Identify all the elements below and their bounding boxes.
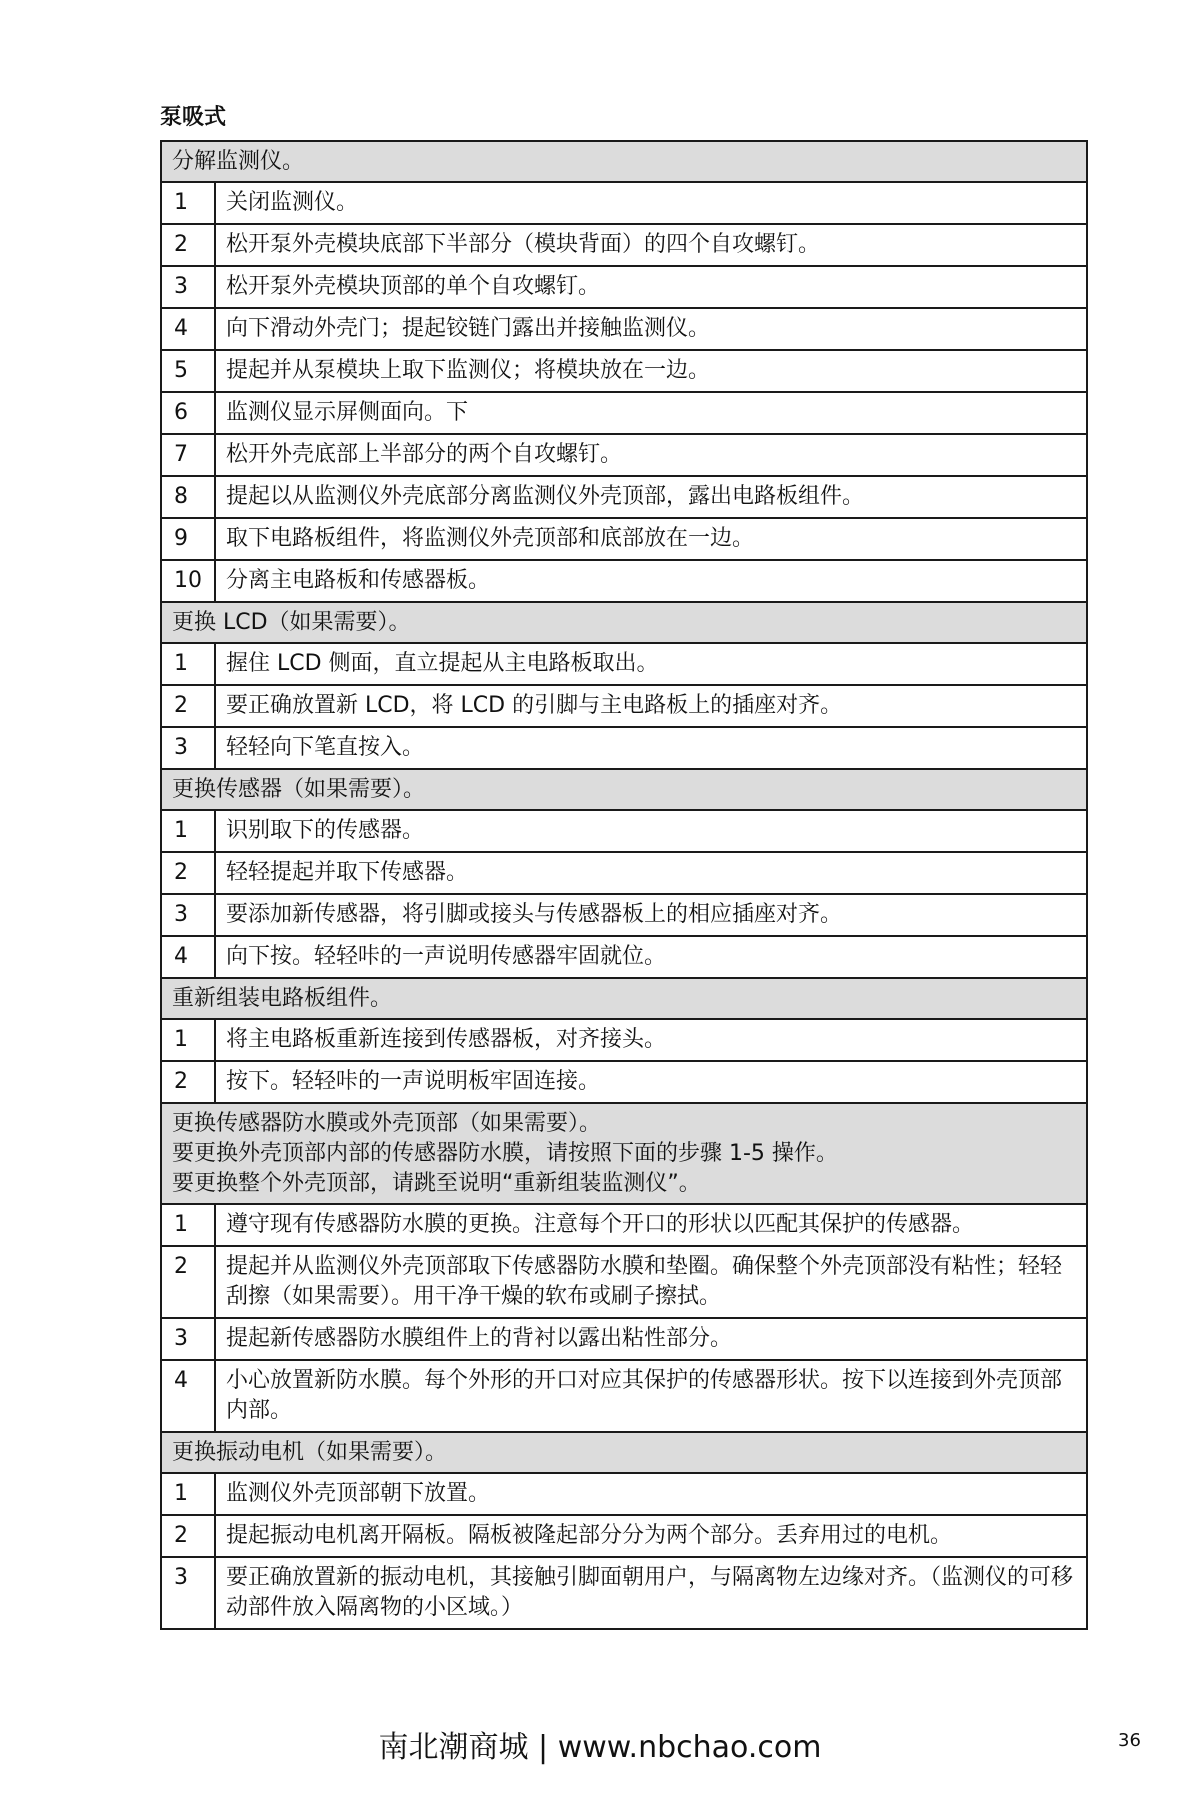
step-number: 4 xyxy=(161,1360,215,1432)
step-text: 分离主电路板和传感器板。 xyxy=(215,560,1087,602)
step-number: 2 xyxy=(161,1515,215,1557)
step-number: 1 xyxy=(161,182,215,224)
step-row xyxy=(161,1473,1087,1515)
step-text: 松开泵外壳模块底部下半部分（模块背面）的四个自攻螺钉。 xyxy=(215,224,1087,266)
section-header-text: 分解监测仪。 xyxy=(172,149,305,174)
section-header-text: 更换传感器防水膜或外壳顶部（如果需要）。 xyxy=(172,1111,602,1136)
section-header-row xyxy=(161,141,1087,182)
section-header-cell xyxy=(161,1432,1087,1473)
section-header-text: 重新组装电路板组件。 xyxy=(172,986,393,1011)
step-row xyxy=(161,727,1087,769)
step-row xyxy=(161,392,1087,434)
footer-site: 南北潮商城 | www.nbchao.com xyxy=(378,1730,822,1765)
step-text: 要正确放置新的振动电机，其接触引脚面朝用户，与隔离物左边缘对齐。（监测仪的可移动部件放入隔离物的小区域。） xyxy=(215,1557,1087,1629)
step-number: 4 xyxy=(161,308,215,350)
step-number: 5 xyxy=(161,350,215,392)
step-text: 提起并从监测仪外壳顶部取下传感器防水膜和垫圈。确保整个外壳顶部没有粘性；轻轻刮擦（如果需要）。用干净干燥的软布或刷子擦拭。 xyxy=(215,1246,1087,1318)
step-number: 1 xyxy=(161,1473,215,1515)
step-text: 松开泵外壳模块顶部的单个自攻螺钉。 xyxy=(215,266,1087,308)
step-text: 识别取下的传感器。 xyxy=(215,810,1087,852)
step-text: 要正确放置新 LCD，将 LCD 的引脚与主电路板上的插座对齐。 xyxy=(215,685,1087,727)
step-text: 小心放置新防水膜。每个外形的开口对应其保护的传感器形状。按下以连接到外壳顶部内部。 xyxy=(215,1360,1087,1432)
step-text: 松开外壳底部上半部分的两个自攻螺钉。 xyxy=(215,434,1087,476)
step-text: 按下。轻轻咔的一声说明板牢固连接。 xyxy=(215,1061,1087,1103)
step-row xyxy=(161,476,1087,518)
section-header-cell xyxy=(161,1103,1087,1204)
step-text: 遵守现有传感器防水膜的更换。注意每个开口的形状以匹配其保护的传感器。 xyxy=(215,1204,1087,1246)
step-text: 关闭监测仪。 xyxy=(215,182,1087,224)
step-row xyxy=(161,810,1087,852)
step-text: 提起并从泵模块上取下监测仪；将模块放在一边。 xyxy=(215,350,1087,392)
step-text: 握住 LCD 侧面，直立提起从主电路板取出。 xyxy=(215,643,1087,685)
step-number: 10 xyxy=(161,560,215,602)
step-text: 监测仪外壳顶部朝下放置。 xyxy=(215,1473,1087,1515)
step-row xyxy=(161,1318,1087,1360)
step-row xyxy=(161,1515,1087,1557)
step-row xyxy=(161,560,1087,602)
step-row xyxy=(161,1557,1087,1629)
section-header-cell xyxy=(161,141,1087,182)
step-number: 2 xyxy=(161,1061,215,1103)
section-header-row xyxy=(161,978,1087,1019)
step-row xyxy=(161,685,1087,727)
step-row xyxy=(161,266,1087,308)
step-number: 2 xyxy=(161,1246,215,1318)
step-number: 3 xyxy=(161,266,215,308)
step-number: 2 xyxy=(161,852,215,894)
section-header-text: 更换传感器（如果需要）。 xyxy=(172,777,426,802)
section-header-text: 更换 LCD（如果需要）。 xyxy=(172,610,411,635)
procedure-table xyxy=(160,140,1088,1630)
section-header-row xyxy=(161,769,1087,810)
step-row xyxy=(161,1204,1087,1246)
step-number: 3 xyxy=(161,894,215,936)
step-text: 提起以从监测仪外壳底部分离监测仪外壳顶部，露出电路板组件。 xyxy=(215,476,1087,518)
step-number: 2 xyxy=(161,685,215,727)
step-number: 1 xyxy=(161,1019,215,1061)
step-row xyxy=(161,308,1087,350)
step-row xyxy=(161,434,1087,476)
section-header-cell xyxy=(161,769,1087,810)
section-header-row xyxy=(161,1103,1087,1204)
step-text: 向下按。轻轻咔的一声说明传感器牢固就位。 xyxy=(215,936,1087,978)
step-row xyxy=(161,1061,1087,1103)
step-number: 9 xyxy=(161,518,215,560)
step-number: 3 xyxy=(161,1318,215,1360)
step-row xyxy=(161,1246,1087,1318)
step-row xyxy=(161,350,1087,392)
step-number: 1 xyxy=(161,643,215,685)
step-text: 将主电路板重新连接到传感器板，对齐接头。 xyxy=(215,1019,1087,1061)
step-row xyxy=(161,1019,1087,1061)
step-text: 取下电路板组件，将监测仪外壳顶部和底部放在一边。 xyxy=(215,518,1087,560)
step-row xyxy=(161,894,1087,936)
step-number: 3 xyxy=(161,1557,215,1629)
step-number: 1 xyxy=(161,1204,215,1246)
step-row xyxy=(161,936,1087,978)
step-text: 提起振动电机离开隔板。隔板被隆起部分分为两个部分。丢弃用过的电机。 xyxy=(215,1515,1087,1557)
step-number: 2 xyxy=(161,224,215,266)
step-row xyxy=(161,182,1087,224)
section-header-text: 要更换整个外壳顶部，请跳至说明“重新组装监测仪”。 xyxy=(172,1171,701,1196)
section-header-cell xyxy=(161,978,1087,1019)
step-row xyxy=(161,518,1087,560)
section-header-cell xyxy=(161,602,1087,643)
step-text: 轻轻提起并取下传感器。 xyxy=(215,852,1087,894)
step-row xyxy=(161,852,1087,894)
step-text: 轻轻向下笔直按入。 xyxy=(215,727,1087,769)
section-header-row xyxy=(161,602,1087,643)
step-number: 4 xyxy=(161,936,215,978)
step-row xyxy=(161,224,1087,266)
page-number: 36 xyxy=(1118,1730,1141,1751)
section-header-row xyxy=(161,1432,1087,1473)
step-row xyxy=(161,643,1087,685)
step-number: 7 xyxy=(161,434,215,476)
page-title: 泵吸式 xyxy=(160,105,227,130)
step-number: 3 xyxy=(161,727,215,769)
step-number: 8 xyxy=(161,476,215,518)
step-text: 向下滑动外壳门；提起铰链门露出并接触监测仪。 xyxy=(215,308,1087,350)
section-header-text: 要更换外壳顶部内部的传感器防水膜，请按照下面的步骤 1-5 操作。 xyxy=(172,1141,838,1166)
step-number: 6 xyxy=(161,392,215,434)
step-text: 监测仪显示屏侧面向。下 xyxy=(215,392,1087,434)
step-text: 要添加新传感器，将引脚或接头与传感器板上的相应插座对齐。 xyxy=(215,894,1087,936)
step-number: 1 xyxy=(161,810,215,852)
step-row xyxy=(161,1360,1087,1432)
step-text: 提起新传感器防水膜组件上的背衬以露出粘性部分。 xyxy=(215,1318,1087,1360)
procedure-table-body xyxy=(161,141,1087,1629)
section-header-text: 更换振动电机（如果需要）。 xyxy=(172,1440,448,1465)
